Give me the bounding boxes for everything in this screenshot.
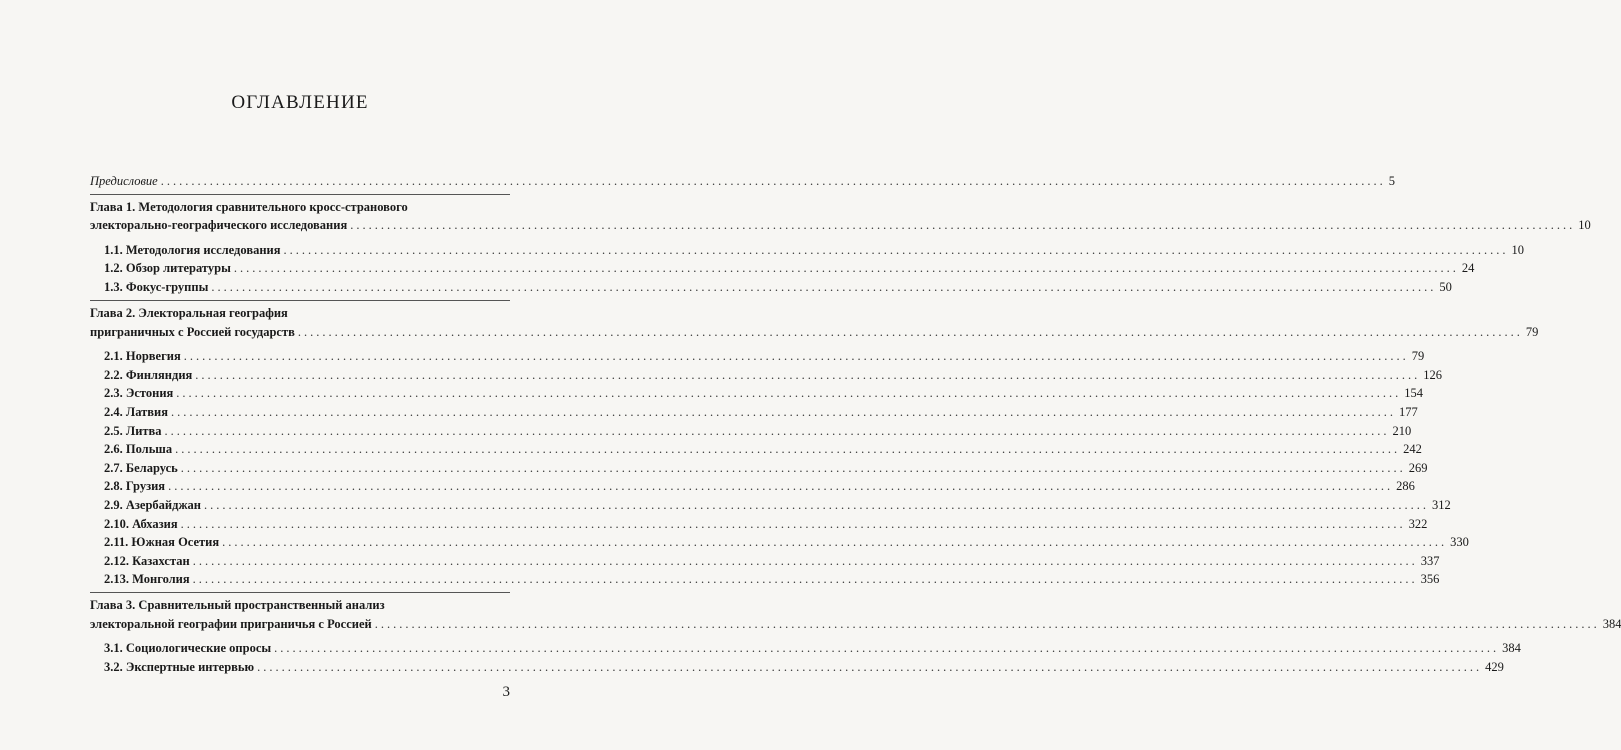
table-of-contents — [90, 171, 1621, 676]
toc-entry-label: 2.2. Финляндия — [104, 367, 193, 382]
toc-entry-page: 322 — [1408, 516, 1428, 531]
leader-dots: ........................................................................................................................................................................................................ — [203, 497, 1429, 512]
toc-entry-label: 2.12. Казахстан — [104, 553, 190, 568]
toc-entry-label: электорально-географического исследования — [90, 218, 348, 233]
leader-dots: ........................................................................................................................................................................................................ — [350, 218, 1576, 233]
leader-dots: ........................................................................................................................................................................................................ — [160, 173, 1386, 188]
leader-dots: ........................................................................................................................................................................................................ — [192, 553, 1418, 568]
toc-entry[interactable] — [90, 421, 1412, 440]
toc-entry-page: 429 — [1485, 660, 1504, 675]
toc-chapter-2 — [90, 305, 1539, 588]
toc-entry[interactable] — [90, 259, 1475, 278]
leader-dots: ........................................................................................................................................................................................................ — [274, 641, 1500, 656]
toc-entry-page: 154 — [1404, 386, 1424, 401]
toc-entry-page: 10 — [1511, 242, 1524, 257]
toc-entry-page: 5 — [1388, 173, 1395, 188]
toc-entry-page: 50 — [1439, 279, 1452, 294]
toc-entry-label: приграничных с Россией государств — [90, 324, 295, 339]
toc-entry[interactable] — [90, 477, 1415, 496]
toc-entry-label: электоральной географии приграничья с Россией — [90, 616, 372, 631]
page-number: 3 — [502, 684, 510, 700]
leader-dots: ........................................................................................................................................................................................................ — [374, 616, 1600, 631]
toc-entry[interactable] — [90, 458, 1428, 477]
toc-entry-page: 269 — [1408, 460, 1428, 475]
toc-entry-page: 24 — [1461, 261, 1475, 276]
leader-dots: ........................................................................................................................................................................................................ — [257, 660, 1483, 675]
toc-entry-chapter[interactable] — [90, 216, 1591, 235]
toc-entry-page: 79 — [1525, 324, 1539, 339]
toc-entry[interactable] — [90, 657, 1504, 676]
toc-entry-label: 2.5. Литва — [104, 423, 162, 438]
chapter-heading[interactable]: Глава 2. Электоральная география — [90, 305, 288, 320]
toc-entry-page: 337 — [1420, 553, 1440, 568]
leader-dots: ........................................................................................................................................................................................................ — [183, 349, 1409, 364]
toc-entry-label: 2.6. Польша — [104, 442, 173, 457]
leader-dots: ........................................................................................................................................................................................................ — [164, 423, 1390, 438]
toc-entry[interactable] — [90, 384, 1424, 403]
chapter-heading[interactable]: Глава 3. Сравнительный пространственный анализ — [90, 598, 385, 613]
toc-entry-label: 2.13. Монголия — [104, 572, 190, 587]
toc-entry[interactable] — [90, 495, 1451, 514]
toc-entry-page: 242 — [1403, 442, 1422, 457]
toc-entry-label: 2.7. Беларусь — [104, 460, 178, 475]
leader-dots: ........................................................................................................................................................................................................ — [211, 279, 1437, 294]
toc-entry-label: 3.2. Экспертные интервью — [104, 660, 255, 675]
toc-entry-chapter[interactable] — [90, 322, 1539, 341]
toc-entry-label: 2.3. Эстония — [104, 386, 174, 401]
toc-entry-page: 210 — [1392, 423, 1412, 438]
leader-dots: ........................................................................................................................................................................................................ — [233, 261, 1459, 276]
chapter-heading[interactable]: Глава 1. Методология сравнительного кросс-странового — [90, 199, 408, 214]
toc-chapter-3 — [90, 597, 1621, 676]
toc-entry-page: 312 — [1431, 497, 1451, 512]
toc-entry-page: 126 — [1423, 367, 1443, 382]
toc-entry-label: 3.1. Социологические опросы — [104, 641, 272, 656]
toc-entry-label: 1.3. Фокус-группы — [104, 279, 209, 294]
leader-dots: ........................................................................................................................................................................................................ — [222, 535, 1448, 550]
toc-entry-label: 2.10. Абхазия — [104, 516, 178, 531]
leader-dots: ........................................................................................................................................................................................................ — [297, 324, 1523, 339]
toc-entry-page: 177 — [1398, 404, 1418, 419]
toc-entry[interactable] — [90, 533, 1469, 552]
toc-entry[interactable] — [90, 365, 1443, 384]
leader-dots: ........................................................................................................................................................................................................ — [170, 404, 1396, 419]
toc-entry-label: Предисловие — [90, 173, 158, 188]
toc-entry[interactable] — [90, 402, 1418, 421]
toc-entry-chapter[interactable] — [90, 614, 1621, 633]
toc-entry-label: 2.9. Азербайджан — [104, 497, 201, 512]
toc-entry[interactable] — [90, 440, 1422, 459]
leader-dots: ........................................................................................................................................................................................................ — [283, 242, 1509, 257]
toc-entry-preface[interactable] — [90, 171, 1395, 190]
toc-entry-page: 10 — [1578, 218, 1591, 233]
leader-dots: ........................................................................................................................................................................................................ — [175, 442, 1401, 457]
toc-entry-label: 1.1. Методология исследования — [104, 242, 281, 257]
toc-entry-page: 330 — [1450, 535, 1469, 550]
toc-entry-label: 1.2. Обзор литературы — [104, 261, 231, 276]
leader-dots: ........................................................................................................................................................................................................ — [192, 572, 1418, 587]
divider — [90, 194, 510, 195]
toc-entry[interactable] — [90, 347, 1425, 366]
page-title: ОГЛАВЛЕНИЕ — [231, 92, 369, 113]
leader-dots: ........................................................................................................................................................................................................ — [176, 386, 1402, 401]
divider — [90, 592, 510, 593]
toc-entry[interactable] — [90, 240, 1524, 259]
toc-entry-label: 2.1. Норвегия — [104, 349, 181, 364]
toc-entry-page: 356 — [1420, 572, 1440, 587]
toc-entry-page: 286 — [1396, 479, 1415, 494]
toc-chapter-1 — [90, 199, 1591, 296]
leader-dots: ........................................................................................................................................................................................................ — [180, 516, 1406, 531]
leader-dots: ........................................................................................................................................................................................................ — [180, 460, 1406, 475]
leader-dots: ........................................................................................................................................................................................................ — [195, 367, 1421, 382]
toc-entry[interactable] — [90, 277, 1452, 296]
leader-dots: ........................................................................................................................................................................................................ — [168, 479, 1394, 494]
toc-entry[interactable] — [90, 514, 1428, 533]
toc-entry-page: 384 — [1502, 641, 1521, 656]
toc-entry[interactable] — [90, 570, 1440, 589]
toc-entry-page: 79 — [1411, 349, 1425, 364]
divider — [90, 300, 510, 301]
toc-entry-label: 2.4. Латвия — [104, 404, 168, 419]
toc-entry[interactable] — [90, 639, 1521, 658]
toc-entry-label: 2.8. Грузия — [104, 479, 166, 494]
toc-entry[interactable] — [90, 551, 1440, 570]
toc-entry-label: 2.11. Южная Осетия — [104, 535, 220, 550]
toc-entry-page: 384 — [1602, 616, 1621, 631]
